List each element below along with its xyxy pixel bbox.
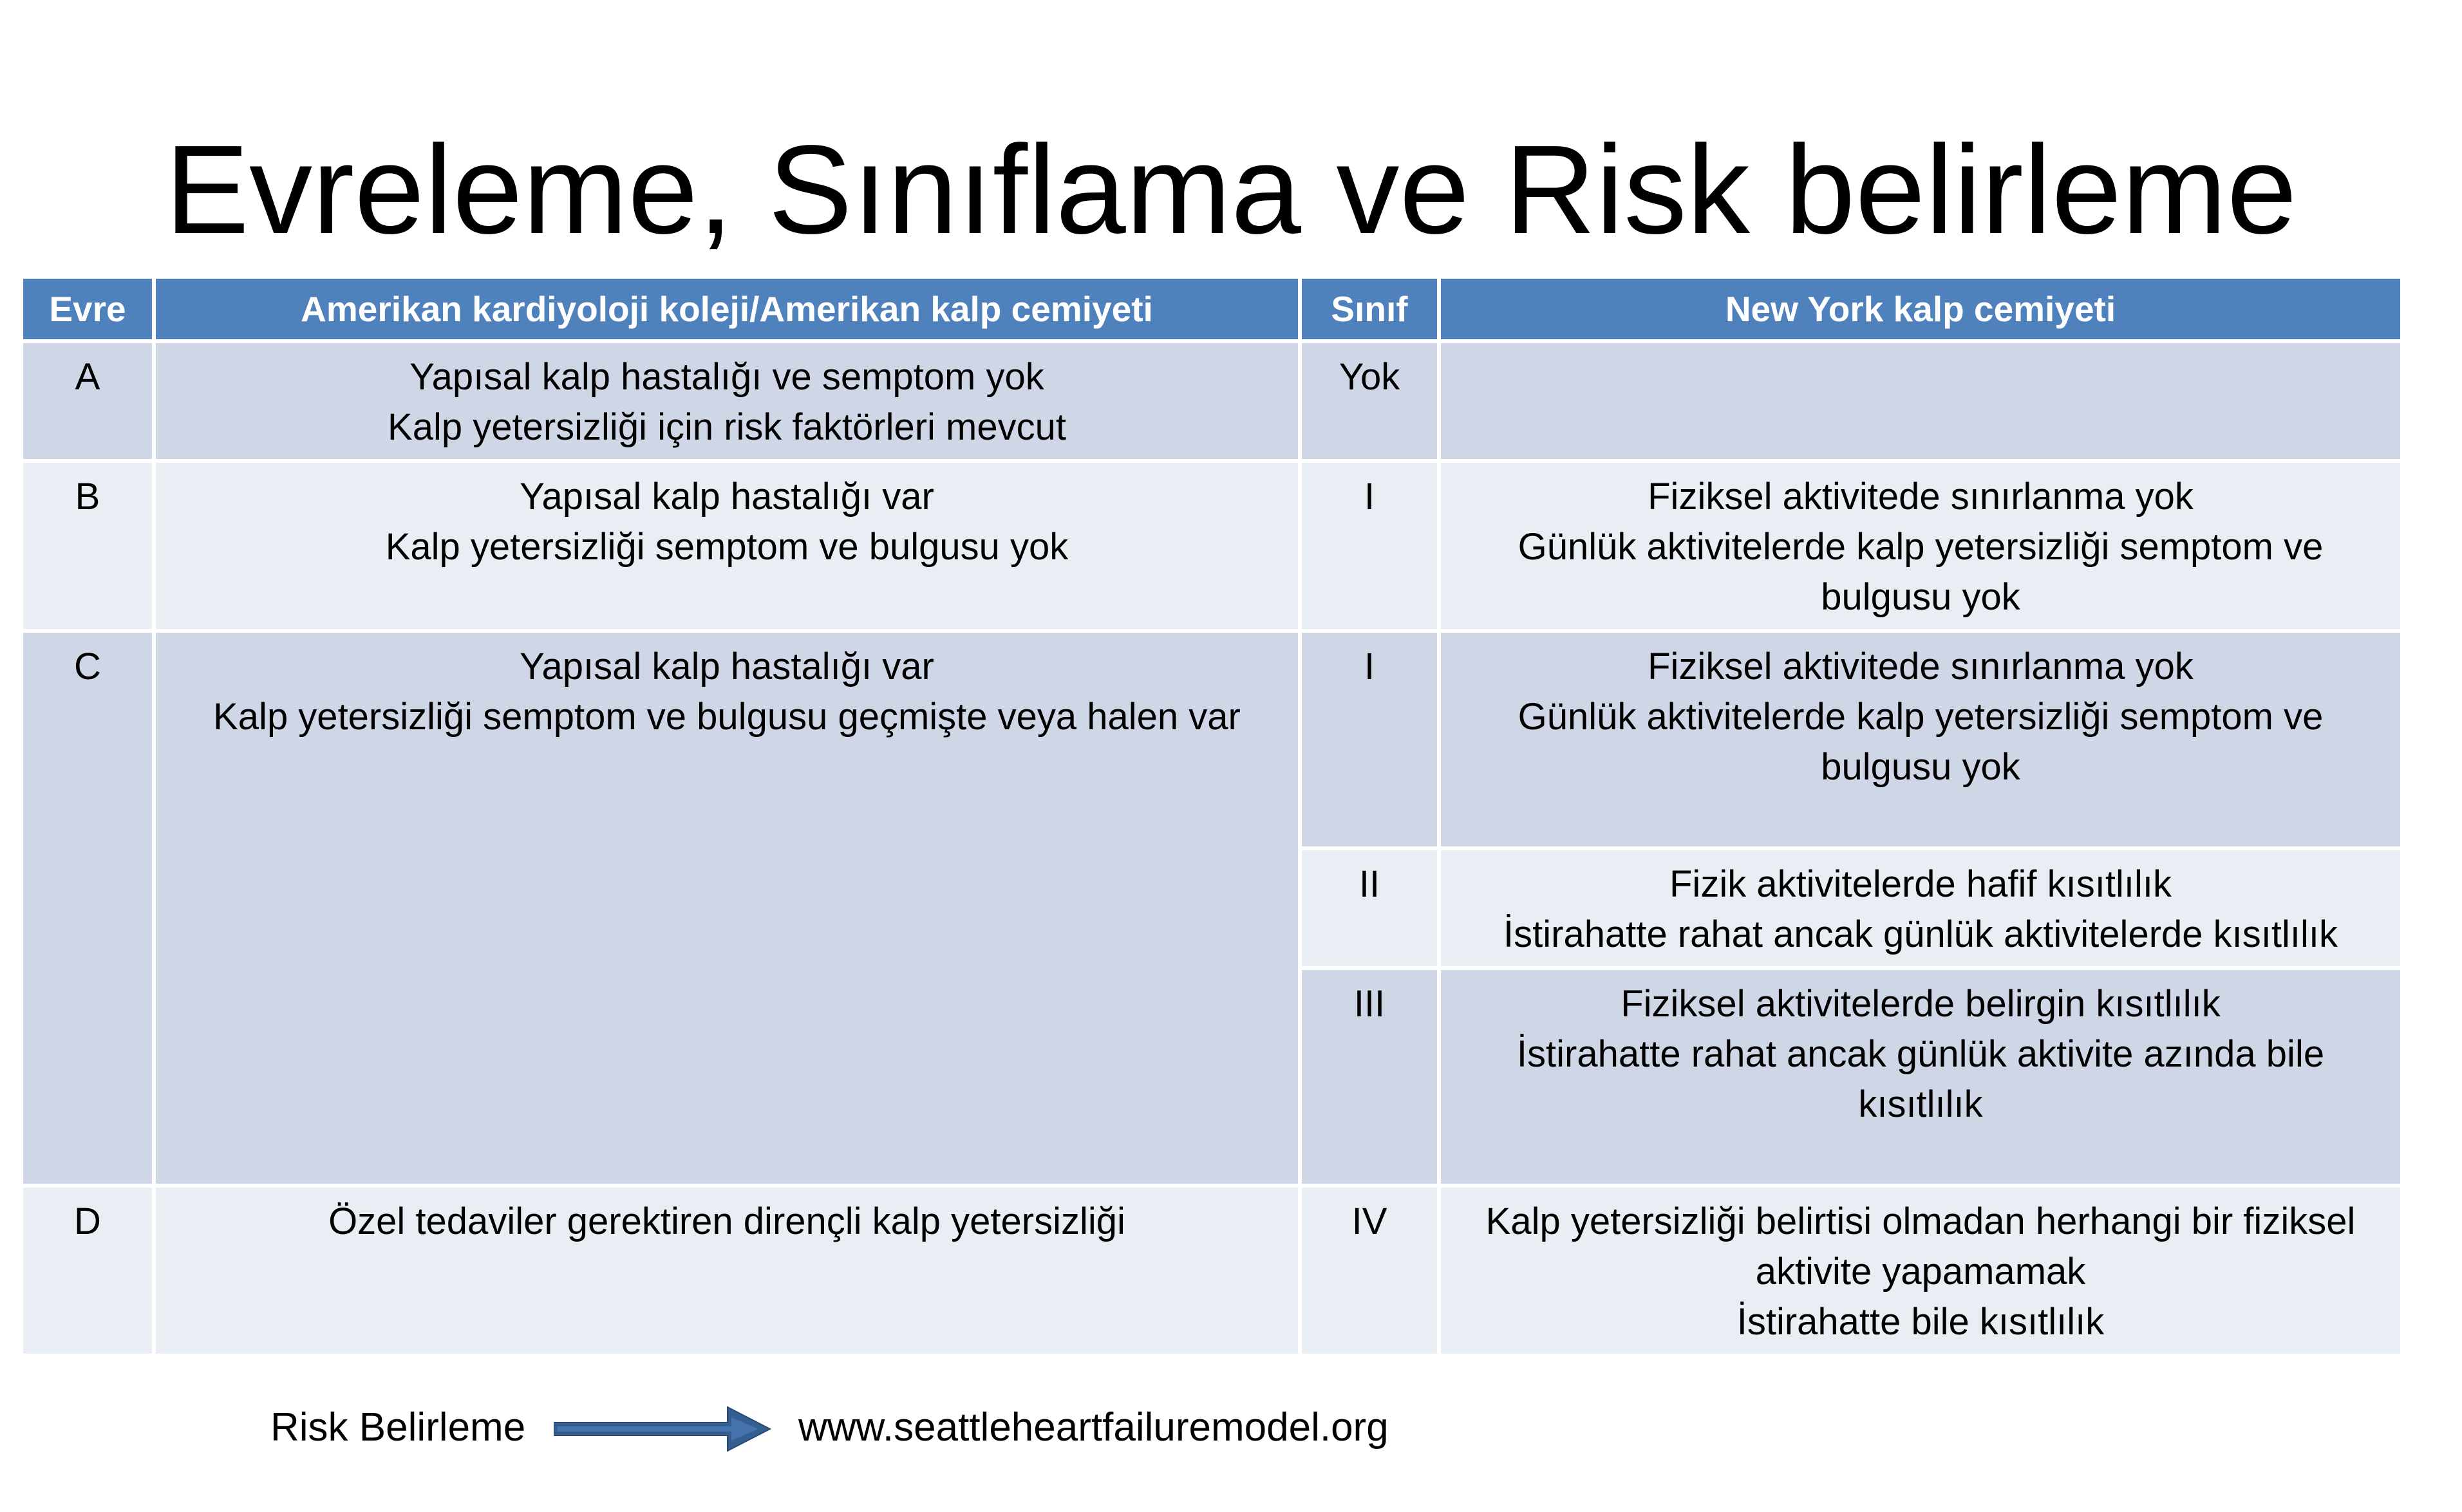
- acc-aha-line: Özel tedaviler gerektiren dirençli kalp yetersizliği: [328, 1200, 1125, 1242]
- acc-aha-line: Yapısal kalp hastalığı var: [520, 646, 934, 687]
- nyha-line: İstirahatte rahat ancak günlük aktivite azında bile: [1516, 1033, 2325, 1075]
- right-arrow-icon: [554, 1403, 773, 1455]
- class-cell: Yok: [1300, 341, 1439, 461]
- acc-aha-cell: [154, 341, 1300, 461]
- acc-aha-cell: [154, 631, 1300, 1186]
- staging-table: [19, 275, 2404, 1358]
- stage-cell: A: [21, 341, 154, 461]
- acc-aha-line: Yapısal kalp hastalığı ve semptom yok: [409, 356, 1044, 398]
- acc-aha-line: Kalp yetersizliği semptom ve bulgusu geçmişte veya halen var: [213, 696, 1241, 738]
- nyha-line: bulgusu yok: [1821, 746, 2020, 788]
- nyha-line: Fizik aktivitelerde hafif kısıtlılık: [1669, 863, 2172, 905]
- acc-aha-line: Kalp yetersizliği semptom ve bulgusu yok: [385, 526, 1069, 568]
- nyha-line: Fiziksel aktivitede sınırlanma yok: [1648, 476, 2194, 518]
- nyha-line: aktivite yapamamak: [1755, 1251, 2086, 1293]
- class-cell: I: [1300, 631, 1439, 848]
- nyha-cell: [1439, 1186, 2402, 1356]
- stage-cell: B: [21, 461, 154, 631]
- class-cell: II: [1300, 848, 1439, 968]
- table-row: [21, 631, 2402, 848]
- table-row: [21, 341, 2402, 461]
- nyha-line: Günlük aktivitelerde kalp yetersizliği semptom ve: [1518, 696, 2324, 738]
- nyha-cell: [1439, 848, 2402, 968]
- nyha-line: Fiziksel aktivitede sınırlanma yok: [1648, 646, 2194, 687]
- nyha-cell: [1439, 968, 2402, 1186]
- nyha-line: kısıtlılık: [1858, 1083, 1983, 1125]
- header-acc-aha: Amerikan kardiyoloji koleji/Amerikan kalp cemiyeti: [154, 277, 1300, 341]
- nyha-line: Fiziksel aktivitelerde belirgin kısıtlılık: [1621, 983, 2221, 1025]
- nyha-line: bulgusu yok: [1821, 576, 2020, 618]
- stage-cell: D: [21, 1186, 154, 1356]
- table-row: [21, 461, 2402, 631]
- class-cell: IV: [1300, 1186, 1439, 1356]
- website-link[interactable]: www.seattleheartfailuremodel.org: [798, 1405, 1389, 1450]
- stage-cell: C: [21, 631, 154, 1186]
- class-cell: I: [1300, 461, 1439, 631]
- class-cell: III: [1300, 968, 1439, 1186]
- nyha-line: Günlük aktivitelerde kalp yetersizliği semptom ve: [1518, 526, 2324, 568]
- nyha-line: İstirahatte rahat ancak günlük aktivitelerde kısıtlılık: [1503, 913, 2338, 955]
- header-nyha: New York kalp cemiyeti: [1439, 277, 2402, 341]
- table-row: [21, 1186, 2402, 1356]
- risk-label: Risk Belirleme: [270, 1405, 526, 1450]
- nyha-line: Kalp yetersizliği belirtisi olmadan herhangi bir fiziksel: [1485, 1200, 2356, 1242]
- header-stage: Evre: [21, 277, 154, 341]
- nyha-cell: [1439, 341, 2402, 461]
- acc-aha-cell: [154, 461, 1300, 631]
- acc-aha-cell: [154, 1186, 1300, 1356]
- acc-aha-line: Yapısal kalp hastalığı var: [520, 476, 934, 518]
- page-title: Evreleme, Sınıflama ve Risk belirleme: [165, 119, 2297, 260]
- nyha-cell: [1439, 631, 2402, 848]
- nyha-line: İstirahatte bile kısıtlılık: [1736, 1301, 2105, 1343]
- table-header-row: [21, 277, 2402, 341]
- nyha-cell: [1439, 461, 2402, 631]
- header-class: Sınıf: [1300, 277, 1439, 341]
- acc-aha-line: Kalp yetersizliği için risk faktörleri mevcut: [388, 406, 1066, 448]
